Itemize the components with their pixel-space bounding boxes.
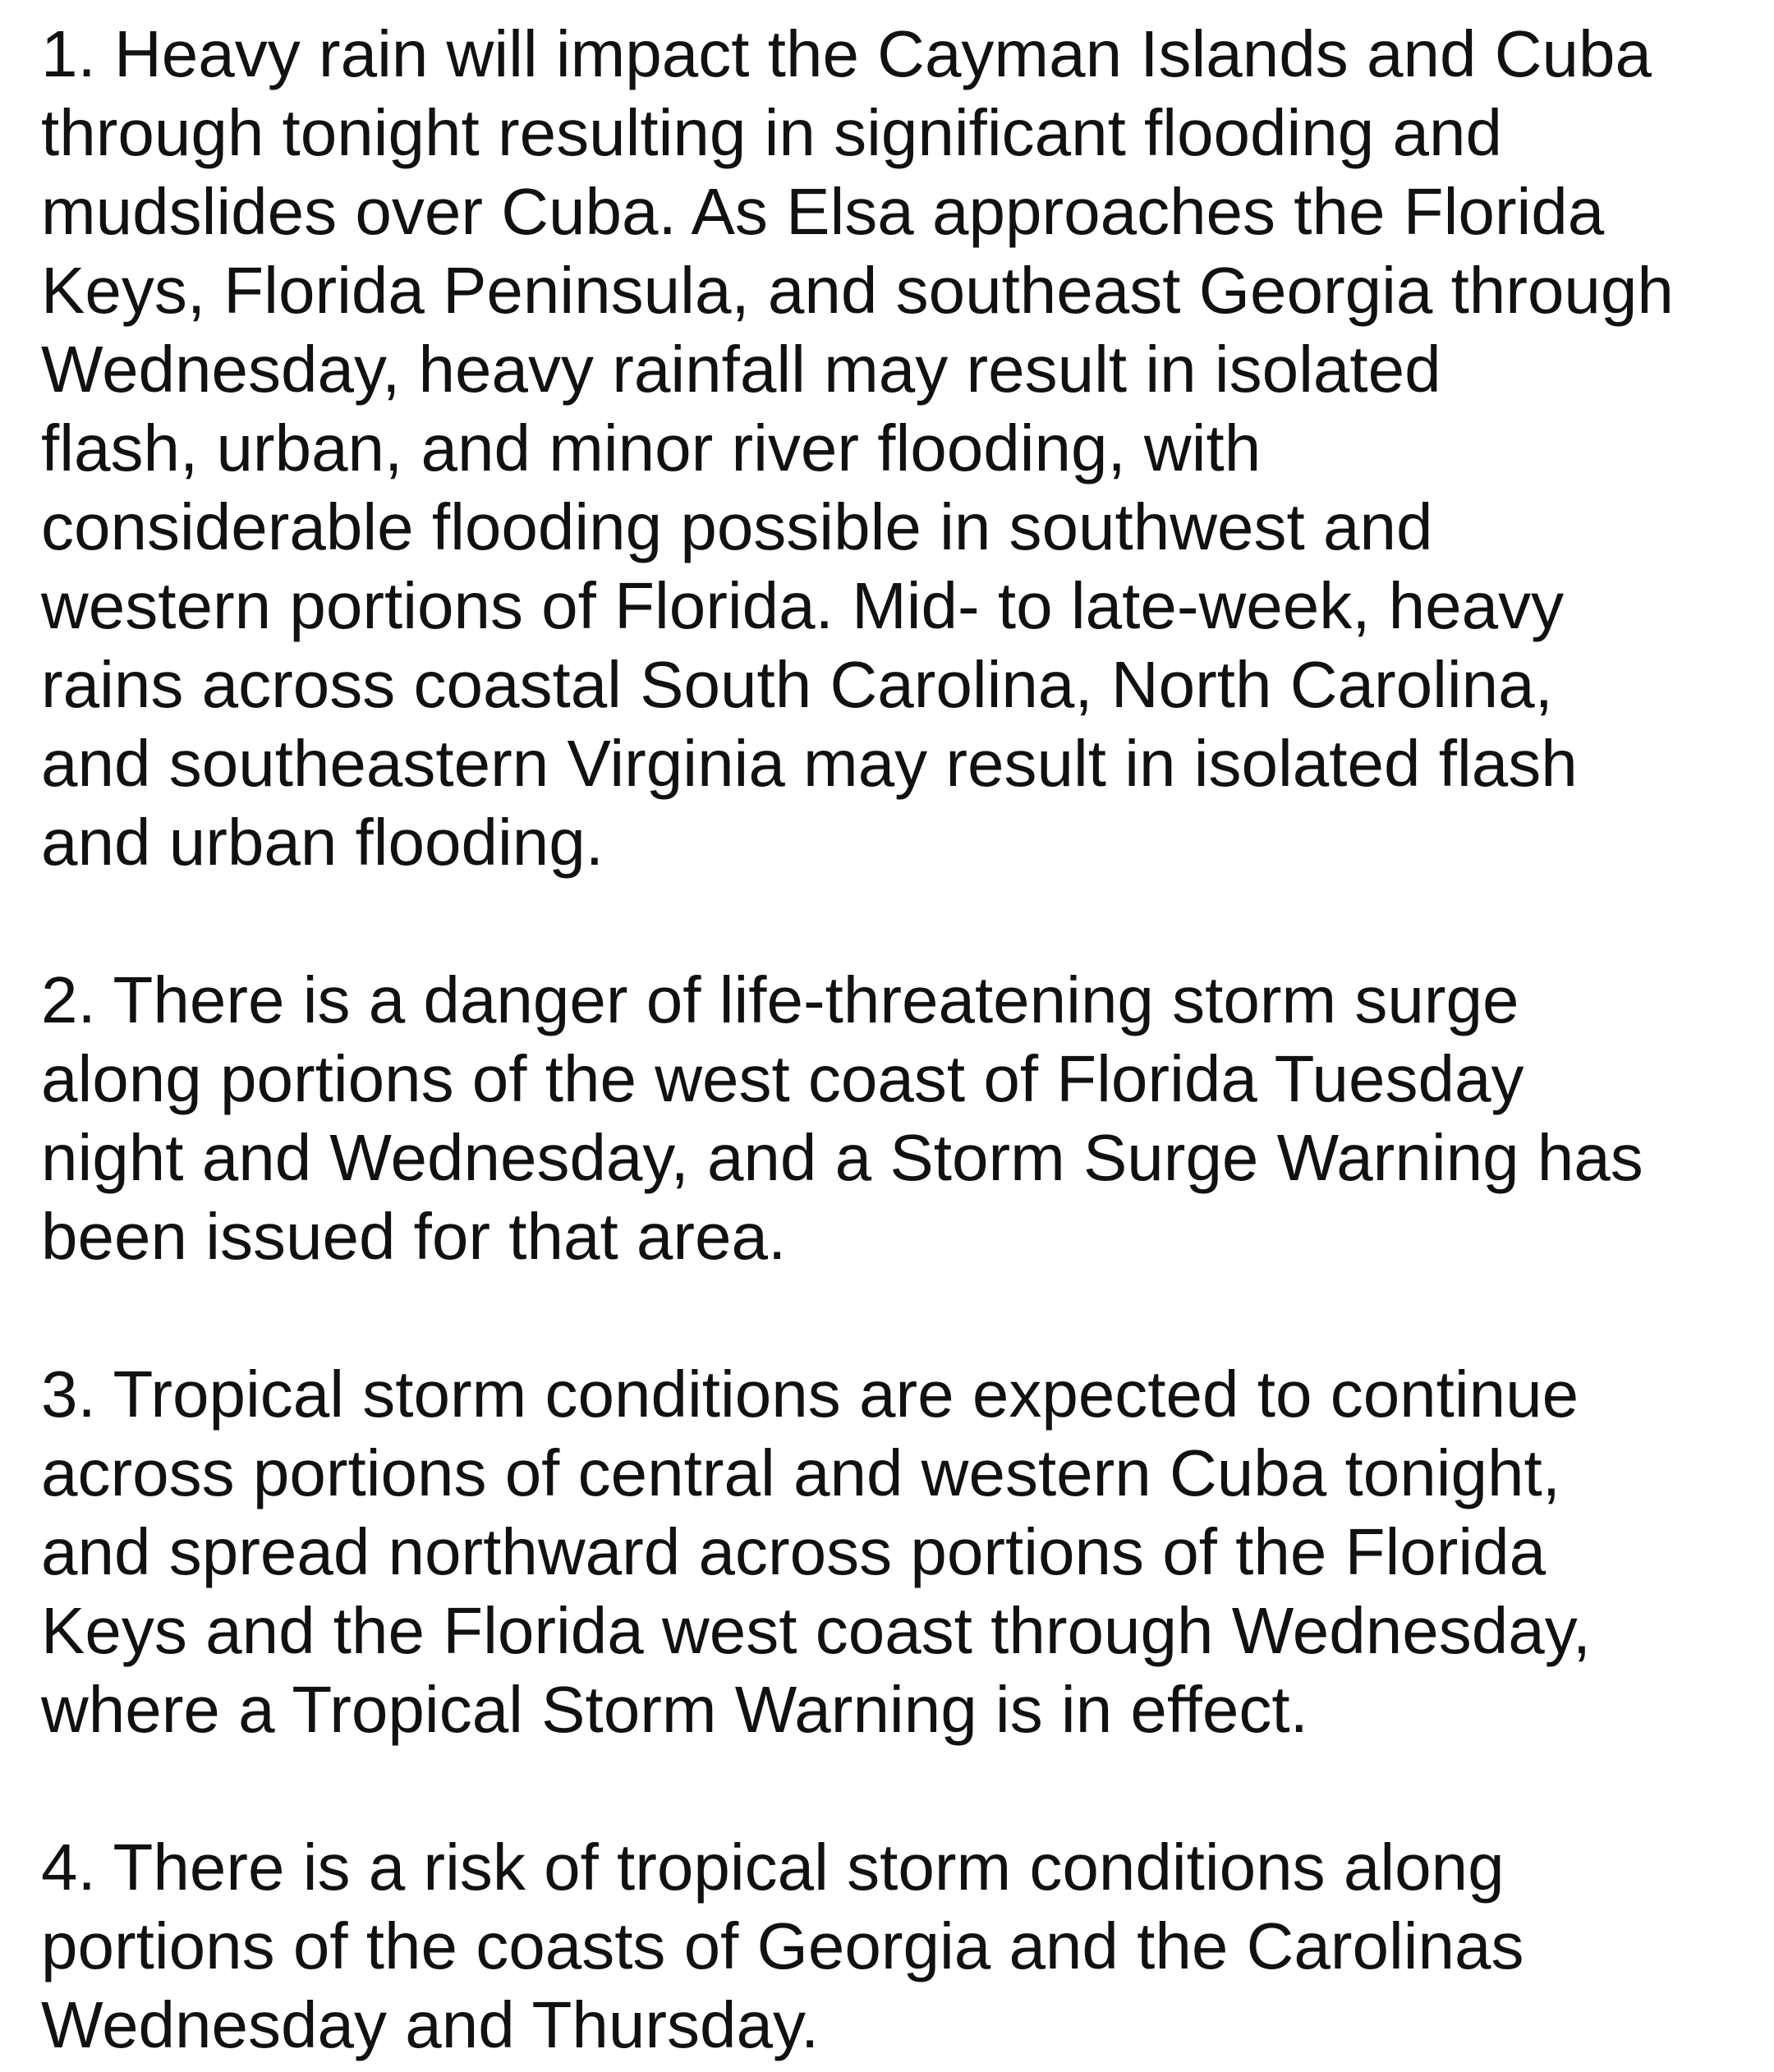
text-line: Wednesday, heavy rainfall may result in isolated	[41, 333, 1441, 406]
text-line: where a Tropical Storm Warning is in effect.	[41, 1673, 1308, 1746]
paragraph-spacer	[41, 882, 1762, 961]
text-line: 3. Tropical storm conditions are expected to continue	[41, 1358, 1579, 1431]
text-line: and southeastern Virginia may result in isolated flash	[41, 727, 1578, 800]
text-line: night and Wednesday, and a Storm Surge Warning has	[41, 1121, 1643, 1194]
text-line: 1. Heavy rain will impact the Cayman Islands and Cuba	[41, 17, 1652, 90]
key-message-3	[41, 1355, 1762, 1749]
text-line: across portions of central and western Cuba tonight,	[41, 1436, 1560, 1509]
text-line: Keys and the Florida west coast through Wednesday,	[41, 1594, 1591, 1667]
text-line: considerable flooding possible in southwest and	[41, 490, 1433, 563]
text-line: Wednesday and Thursday.	[41, 1988, 820, 2061]
key-message-1	[41, 15, 1762, 882]
key-message-4	[41, 1828, 1762, 2065]
text-line: been issued for that area.	[41, 1200, 787, 1273]
text-line: portions of the coasts of Georgia and the Carolinas	[41, 1909, 1524, 1982]
text-line: flash, urban, and minor river flooding, with	[41, 411, 1262, 485]
key-messages-document	[41, 15, 1762, 2065]
key-message-2	[41, 961, 1762, 1276]
text-line: and spread northward across portions of the Florida	[41, 1515, 1547, 1588]
text-line: rains across coastal South Carolina, North Carolina,	[41, 648, 1553, 721]
text-line: 4. There is a risk of tropical storm conditions along	[41, 1831, 1505, 1904]
text-line: through tonight resulting in significant flooding and	[41, 96, 1502, 169]
text-line: 2. There is a danger of life-threatening storm surge	[41, 963, 1519, 1036]
paragraph-spacer	[41, 1749, 1762, 1828]
text-line: Keys, Florida Peninsula, and southeast Georgia through	[41, 254, 1674, 327]
text-line: western portions of Florida. Mid- to late-week, heavy	[41, 569, 1565, 642]
text-line: along portions of the west coast of Florida Tuesday	[41, 1042, 1524, 1115]
text-line: mudslides over Cuba. As Elsa approaches the Florida	[41, 175, 1605, 248]
text-line: and urban flooding.	[41, 806, 604, 879]
paragraph-spacer	[41, 1276, 1762, 1355]
